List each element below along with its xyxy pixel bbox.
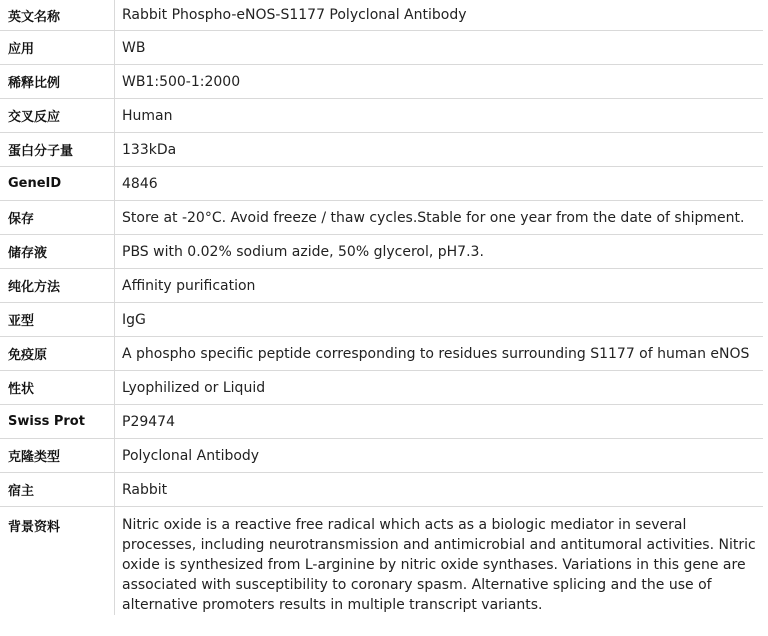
row-value: A phospho specific peptide corresponding to residues surrounding S1177 of human eNOS	[122, 345, 750, 362]
row-value: P29474	[122, 413, 175, 430]
table-row	[0, 303, 763, 337]
row-value: Nitric oxide is a reactive free radical which acts as a biologic mediator in several processes, including neurotransmission and antimicrobial and antitumoral activities. Nitric oxide is synthesized from L-arginine by nitric oxide synthases. Variations in this gene are associated with susceptibility to coronary spasm. Alternative splicing and the use of alternative promoters results in multiple transcript variants.	[122, 517, 756, 613]
row-value: PBS with 0.02% sodium azide, 50% glycerol, pH7.3.	[122, 243, 484, 260]
table-row	[0, 371, 763, 405]
row-value: WB	[122, 39, 146, 56]
table-row	[0, 269, 763, 303]
row-label: 保存	[0, 201, 115, 234]
row-value: Polyclonal Antibody	[122, 447, 260, 464]
row-label: 宿主	[0, 473, 115, 506]
row-label: 背景资料	[0, 507, 115, 615]
row-value: IgG	[122, 311, 146, 328]
row-label: 免疫原	[0, 337, 115, 370]
row-label: GeneID	[0, 167, 115, 200]
table-row	[0, 99, 763, 133]
row-label: 亚型	[0, 303, 115, 336]
row-value: WB1:500-1:2000	[122, 73, 241, 90]
row-value: Rabbit Phospho-eNOS-S1177 Polyclonal Antibody	[122, 7, 467, 23]
row-label: 蛋白分子量	[0, 133, 115, 166]
row-value: Store at -20°C. Avoid freeze / thaw cycles.Stable for one year from the date of shipment.	[122, 209, 745, 226]
row-label: 英文名称	[0, 0, 115, 30]
row-label: 纯化方法	[0, 269, 115, 302]
table-row	[0, 405, 763, 439]
table-row	[0, 235, 763, 269]
row-label: 应用	[0, 31, 115, 64]
row-label: 性状	[0, 371, 115, 404]
table-row	[0, 133, 763, 167]
table-row	[0, 439, 763, 473]
row-label: 交叉反应	[0, 99, 115, 132]
row-value: Human	[122, 107, 173, 124]
row-label: Swiss Prot	[0, 405, 115, 438]
row-value: 4846	[122, 175, 158, 192]
row-label: 储存液	[0, 235, 115, 268]
table-row	[0, 0, 763, 31]
row-value: Rabbit	[122, 481, 168, 498]
table-row	[0, 473, 763, 507]
row-value: 133kDa	[122, 141, 177, 158]
table-row	[0, 507, 763, 615]
row-label: 克隆类型	[0, 439, 115, 472]
row-value: Lyophilized or Liquid	[122, 379, 266, 396]
table-row	[0, 65, 763, 99]
row-label: 稀释比例	[0, 65, 115, 98]
table-row	[0, 31, 763, 65]
row-value: Affinity purification	[122, 277, 256, 294]
table-row	[0, 167, 763, 201]
table-row	[0, 201, 763, 235]
table-row	[0, 337, 763, 371]
